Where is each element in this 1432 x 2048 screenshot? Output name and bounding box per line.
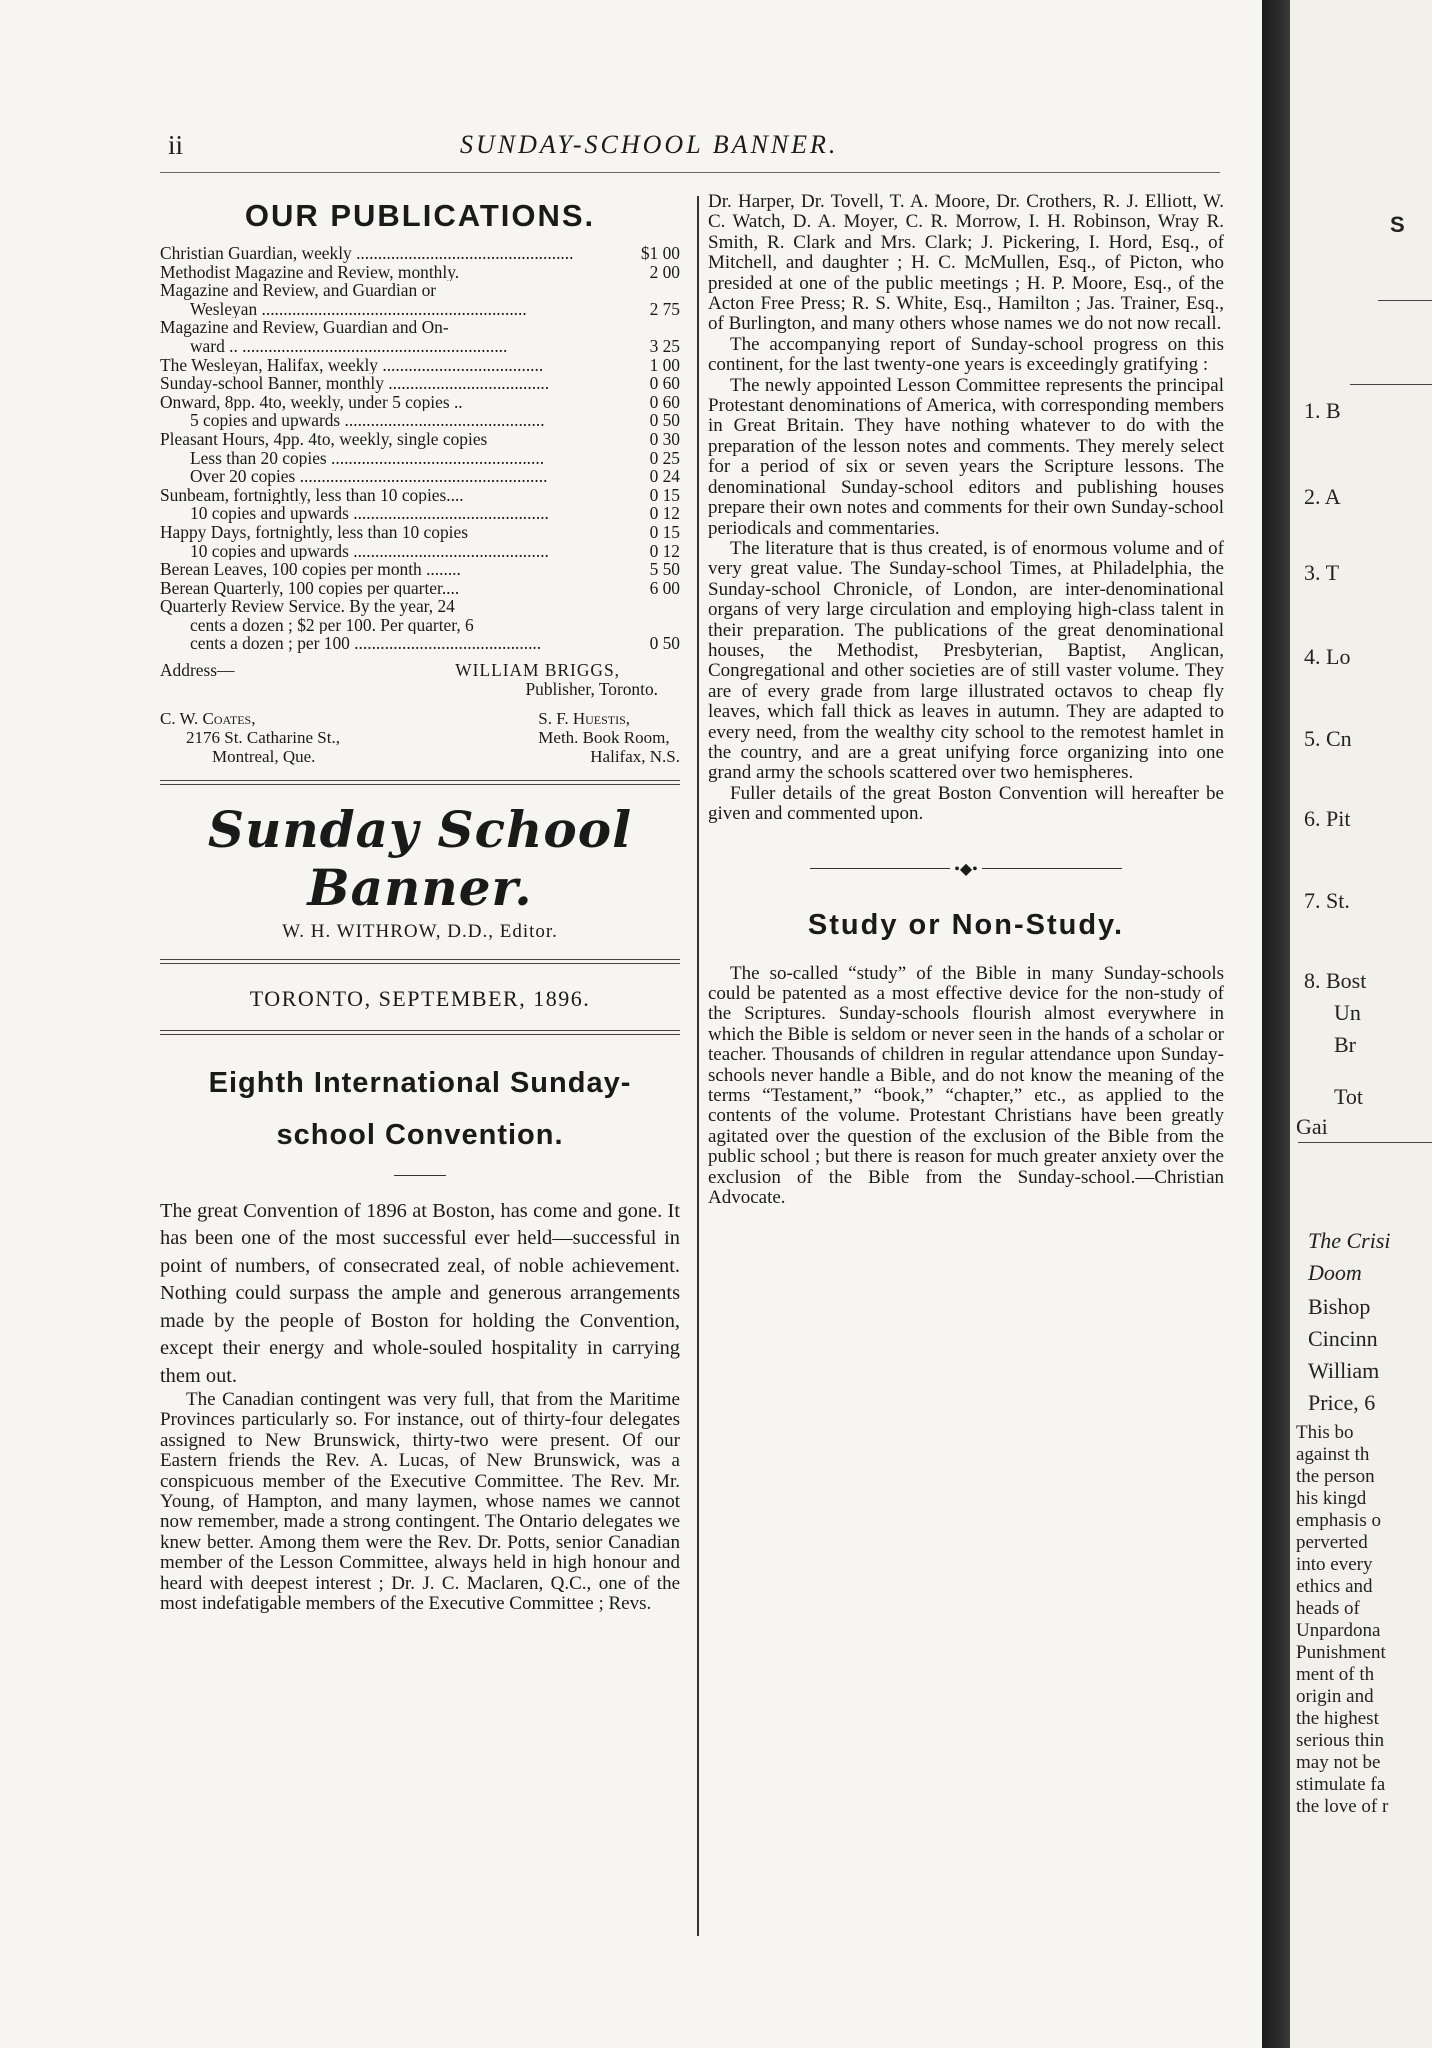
adjacent-page-text: 4. Lo — [1304, 644, 1351, 669]
article-paragraph: The so-called “study” of the Bible in many Sunday-schools could be patented as a most effective device for the non-study of the Scriptures. Sunday-schools flourish almost everywhere in which the Bible is seldom or never seen in the hands of a scholar or teacher. Thousands of children in regular attendance upon Sunday-schools never handle a Bible, and do not know the meaning of the terms “Testament,” “book,” “chapter,” etc., as applied to the contents of the volume. Protestant Christians have been greatly agitated over the question of the exclusion of the Bible from the public school ; but there is reason for much greater anxiety over the exclusion of the Bible from the Sunday-school.—Christian Advocate. — [708, 962, 1224, 1209]
publication-price: 0 24 — [649, 466, 680, 487]
publication-row — [160, 244, 680, 263]
np-rule — [1350, 384, 1432, 385]
publication-row — [160, 467, 680, 486]
publication-label: Over 20 copies ......................................................... — [190, 467, 548, 486]
article-title: Study or Non-Study. — [807, 908, 1125, 941]
article-paragraph: The Canadian contingent was very full, that from the Maritime Provinces particularly so. For instance, out of thirty-four delegates assigned to New Brunswick, thirty-two were present. Of our Eastern friends the Rev. A. Lucas, of New Brunswick, was a conspicuous member of the Executive Committee. The Rev. Mr. Young, of Hampton, and many laymen, whose names we cannot now remember, made a strong contingent. The Ontario delegates we knew better. Among them were the Rev. Dr. Potts, senior Canadian member of the Lesson Committee, always held in high honour and heard with deepest interest ; Dr. J. C. Maclaren, Q.C., one of the most indefatigable members of the Executive Committee ; Revs. — [160, 1388, 680, 1614]
publication-row — [160, 430, 680, 449]
publication-label: Onward, 8pp. 4to, weekly, under 5 copies .. — [160, 392, 463, 412]
article-body-study — [708, 964, 1224, 1209]
page-number: ii — [168, 130, 184, 160]
adjacent-page-text: William — [1308, 1358, 1380, 1383]
adjacent-page-text: This bo — [1296, 1422, 1354, 1443]
publication-price: 0 12 — [649, 540, 680, 561]
publications-heading: OUR PUBLICATIONS. — [244, 198, 596, 233]
adjacent-page-text: 1. B — [1304, 398, 1341, 423]
dateline: TORONTO, SEPTEMBER, 1896. — [249, 986, 591, 1012]
adjacent-page-text: emphasis o — [1296, 1510, 1381, 1531]
adjacent-page-text: Tot — [1334, 1084, 1364, 1109]
publication-label: Methodist Magazine and Review, monthly. — [160, 262, 460, 282]
adjacent-page-edge — [1290, 0, 1432, 2048]
adjacent-page-text: The Crisi — [1308, 1228, 1391, 1253]
publication-price: 0 25 — [649, 447, 680, 468]
masthead-title: Sunday School Banner. — [207, 800, 633, 918]
adjacent-page-text: Punishment — [1296, 1642, 1386, 1663]
publication-label: ward .. ............................................................. — [190, 336, 508, 356]
masthead-editor: W. H. WITHROW, D.D., Editor. — [282, 921, 558, 943]
adjacent-page-text: the person — [1296, 1466, 1375, 1487]
adjacent-page-text: Un — [1334, 1000, 1361, 1025]
adjacent-page-text: into every — [1296, 1554, 1373, 1575]
publisher-address — [160, 661, 680, 699]
adjacent-page-text: heads of — [1296, 1598, 1360, 1619]
agent-name: S. F. Huestis, — [538, 709, 631, 729]
publication-label: The Wesleyan, Halifax, weekly ..................................... — [160, 355, 544, 375]
section-rule — [160, 959, 680, 964]
adjacent-page-text: Doom — [1308, 1260, 1362, 1285]
adjacent-page-text: 3. T — [1304, 560, 1340, 585]
publication-row — [160, 393, 680, 412]
left-column — [160, 192, 680, 1614]
publication-price: 3 25 — [649, 335, 680, 356]
publication-label: 10 copies and upwards ............................................. — [190, 541, 549, 561]
article-body-right — [708, 192, 1224, 825]
publication-row — [160, 523, 680, 542]
publication-label: Magazine and Review, Guardian and On- — [160, 318, 449, 337]
publication-price: 0 50 — [649, 633, 680, 654]
publication-label: Sunday-school Banner, monthly ..................................... — [160, 374, 550, 393]
publication-label: cents a dozen ; per 100 ........................................... — [190, 634, 542, 654]
adjacent-page-text: against th — [1296, 1444, 1370, 1465]
publication-label: cents a dozen ; $2 per 100. Per quarter, 6 — [190, 615, 474, 635]
publication-price: 0 12 — [649, 503, 680, 524]
adjacent-page-text: ethics and — [1296, 1576, 1373, 1597]
publication-row — [160, 542, 680, 561]
publication-row — [160, 281, 680, 300]
adjacent-page-text: Unpardona — [1296, 1620, 1381, 1641]
publication-price — [638, 318, 680, 337]
adjacent-page-text: 2. A — [1304, 484, 1341, 509]
publication-price: 0 50 — [649, 410, 680, 431]
publication-row — [160, 560, 680, 579]
agent-street: 2176 St. Catharine St., — [186, 728, 340, 748]
publication-label: Christian Guardian, weekly .................................................. — [160, 244, 574, 263]
adjacent-page-text: 8. Bost — [1304, 968, 1367, 993]
publication-label: Pleasant Hours, 4pp. 4to, weekly, single copies — [160, 429, 488, 449]
article-body-left — [160, 1198, 680, 1614]
agent-halifax — [538, 709, 680, 766]
np-rule — [1378, 300, 1432, 301]
article-title-line: Eighth International Sunday- — [208, 1067, 632, 1100]
publication-price: 1 00 — [649, 354, 680, 375]
agent-street: Meth. Book Room, — [538, 728, 670, 748]
publication-label: Wesleyan ............................................................. — [190, 299, 527, 319]
adjacent-page-text: may not be — [1296, 1752, 1381, 1773]
publication-price: 0 30 — [649, 428, 680, 449]
publication-row — [160, 411, 680, 430]
adjacent-page-text: ment of th — [1296, 1664, 1375, 1685]
publication-row — [160, 486, 680, 505]
publication-row — [160, 263, 680, 282]
np-rule — [1298, 1142, 1432, 1143]
publication-price — [638, 616, 680, 635]
book-gutter — [1262, 0, 1290, 2048]
publication-price: $1 00 — [640, 243, 680, 263]
publication-row — [160, 356, 680, 375]
publication-price: 6 00 — [649, 577, 680, 598]
publication-row — [160, 579, 680, 598]
publication-row — [160, 504, 680, 523]
adjacent-page-text: Br — [1334, 1032, 1356, 1057]
article-paragraph: Fuller details of the great Boston Convention will hereafter be given and commented upon. — [708, 782, 1224, 825]
running-head — [150, 128, 1230, 168]
right-column — [708, 192, 1224, 1208]
running-title: SUNDAY-SCHOOL BANNER. — [460, 130, 839, 159]
article-paragraph: The literature that is thus created, is of enormous volume and of very great value. The Sunday-school Times, at Philadelphia, the Sunday-school Chronicle, of London, are inter-denominational organs of very large circulation and employing high-class talent in their preparation. The publications of the great denominational houses, the Methodist, Presbyterian, Baptist, Anglican, Congregational and other societies are of still vaster volume. They are of every grade from large illustrated octavos to cheap fly leaves, which fall thick as leaves in autumn. They are adapted to every need, from the wealthy city school to the remotest hamlet in the country, and are a great unifying force organizing into one grand army the schools scattered over two hemispheres. — [708, 537, 1224, 784]
title-rule — [394, 1175, 446, 1176]
publication-row — [160, 597, 680, 616]
publication-price: 2 00 — [649, 261, 680, 282]
agents-block — [160, 709, 680, 766]
publication-price: 0 15 — [649, 521, 680, 542]
article-paragraph: Dr. Harper, Dr. Tovell, T. A. Moore, Dr. Crothers, R. J. Elliott, W. C. Watch, D. A. Moyer, C. R. Morrow, I. H. Robinson, Wray R. Smith, R. Clark and Mrs. Clark; J. Pickering, I. Hord, Esq., of Mitchell, and daughter ; H. C. McMullen, Esq., of Picton, who presided at one of the public meetings ; H. P. Moore, Esq., of the Acton Free Press; R. S. White, Esq., Hamilton ; Jas. Trainer, Esq., of Burlington, and many others whose names we do not now recall. — [708, 191, 1224, 335]
publication-price: 0 15 — [649, 484, 680, 505]
adjacent-page-text: S — [1390, 212, 1405, 237]
article-paragraph: The great Convention of 1896 at Boston, has come and gone. It has been one of the most successful ever held—successful in point of numbers, of consecrated zeal, of noble achievement. Nothing could surpass the ample and generous arrangements made by the people of Boston for holding the Convention, except their energy and whole-souled hospitality in carrying them out. — [160, 1200, 680, 1387]
publication-price — [638, 281, 680, 300]
adjacent-page-text: stimulate fa — [1296, 1774, 1386, 1795]
publication-label: Magazine and Review, and Guardian or — [160, 281, 437, 300]
agent-city: Halifax, N.S. — [590, 747, 680, 767]
section-rule — [160, 780, 680, 785]
publication-label: Less than 20 copies ................................................. — [190, 448, 545, 468]
article-title — [160, 1057, 680, 1161]
article-paragraph: The accompanying report of Sunday-school progress on this continent, for the last twenty-one years is exceedingly gratifying : — [708, 333, 1224, 376]
adjacent-page-text: serious thin — [1296, 1730, 1385, 1751]
agent-name: C. W. Coates, — [160, 709, 256, 729]
adjacent-page-text: Gai — [1296, 1114, 1328, 1139]
publication-label: Happy Days, fortnightly, less than 10 copies — [160, 522, 468, 542]
adjacent-page-text: Cincinn — [1308, 1326, 1378, 1351]
adjacent-page-text: 7. St. — [1304, 888, 1350, 913]
publication-label: Sunbeam, fortnightly, less than 10 copies.... — [160, 485, 464, 505]
adjacent-page-text: Price, 6 — [1308, 1390, 1376, 1415]
adjacent-page-text: origin and — [1296, 1686, 1374, 1707]
header-rule — [160, 172, 1220, 173]
adjacent-page-text: the love of r — [1296, 1796, 1389, 1817]
article-paragraph: The newly appointed Lesson Committee represents the principal Protestant denominations of America, with corresponding members in Great Britain. They have nothing whatever to do with the preparation of the lesson notes and comments. They merely select for a period of six or seven years the Scripture lessons. The denominational Sunday-school editors and publishing houses prepare their own notes and comments for their own Sunday-school periodicals and commentaries. — [708, 374, 1224, 539]
address-label: Address— — [160, 660, 235, 681]
article-title-line: school Convention. — [276, 1119, 564, 1152]
publication-row — [160, 374, 680, 393]
adjacent-page-text: 6. Pit — [1304, 806, 1351, 831]
publication-price: 0 60 — [649, 391, 680, 412]
publisher-place: Publisher, Toronto. — [525, 679, 658, 700]
publication-price: 5 50 — [649, 559, 680, 580]
publication-price: 2 75 — [649, 298, 680, 319]
adjacent-page-text: 5. Cn — [1304, 726, 1352, 751]
publication-label: Berean Leaves, 100 copies per month ........ — [160, 560, 461, 579]
publication-label: 5 copies and upwards .............................................. — [190, 411, 545, 430]
publication-row — [160, 634, 680, 653]
agent-city: Montreal, Que. — [212, 747, 316, 767]
column-divider — [697, 196, 699, 1936]
publication-row — [160, 616, 680, 635]
adjacent-page-text: the highest — [1296, 1708, 1379, 1729]
agent-montreal — [160, 709, 340, 766]
publications-list — [160, 244, 680, 653]
publication-row — [160, 318, 680, 337]
publication-label: Berean Quarterly, 100 copies per quarter.... — [160, 578, 460, 598]
publication-price — [638, 597, 680, 616]
publication-row — [160, 449, 680, 468]
adjacent-page-text: his kingd — [1296, 1488, 1367, 1509]
adjacent-page-text: perverted — [1296, 1532, 1368, 1553]
ornament-divider: •◆• — [708, 859, 1224, 879]
publication-row — [160, 300, 680, 319]
adjacent-page-text: Bishop — [1308, 1294, 1371, 1319]
publication-label: 10 copies and upwards ............................................. — [190, 504, 549, 523]
publication-label: Quarterly Review Service. By the year, 24 — [160, 597, 455, 616]
publication-row — [160, 337, 680, 356]
publisher-name: WILLIAM BRIGGS, — [455, 660, 620, 681]
publication-price: 0 60 — [649, 373, 680, 394]
section-rule — [160, 1030, 680, 1035]
